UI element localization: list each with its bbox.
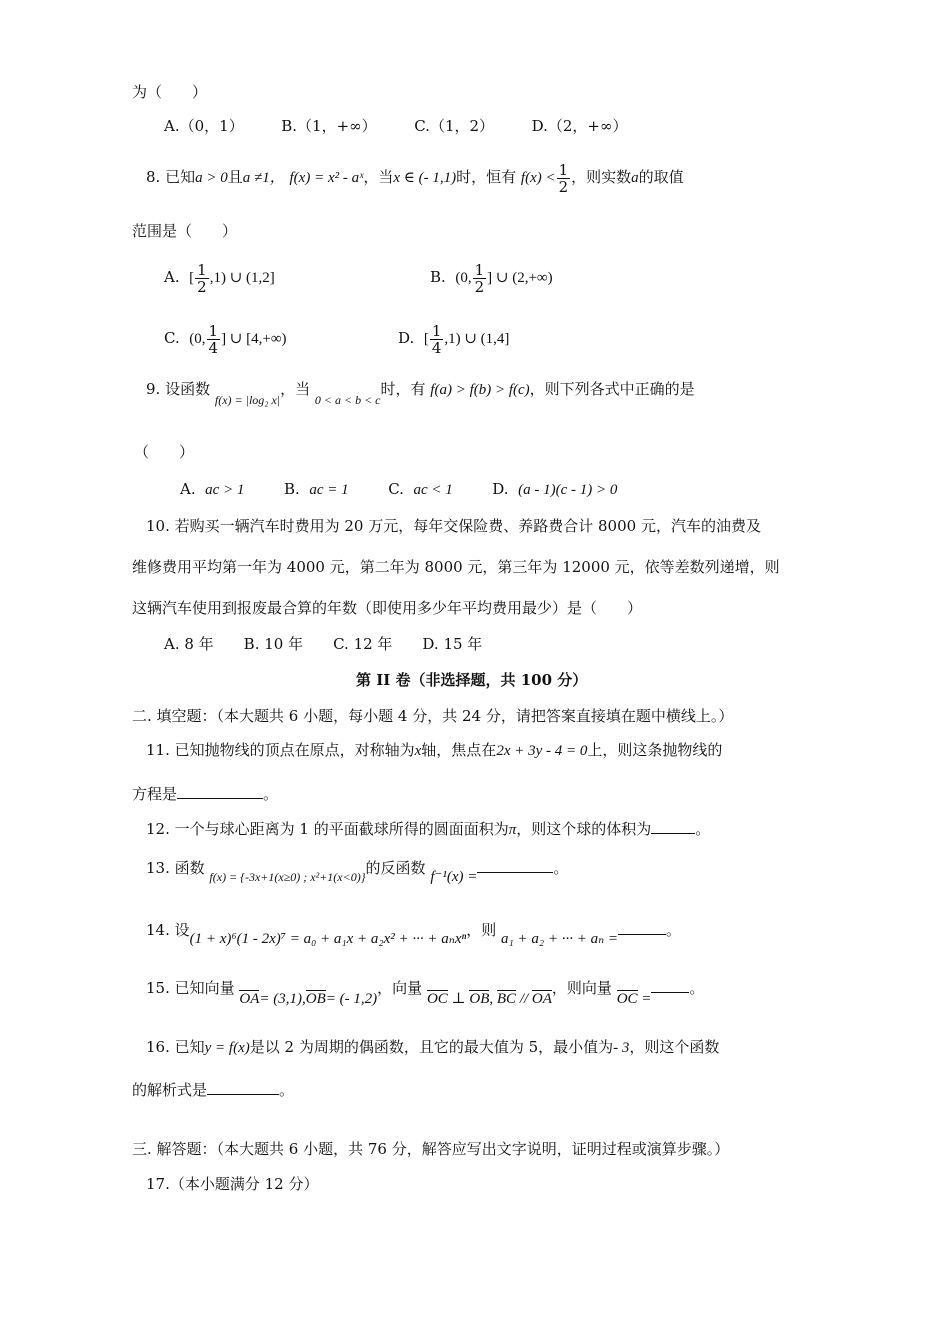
q14-stem: 14. 设(1 + x)⁶(1 - 2x)⁷ = a₀ + a₁x + a₂x² + ··· + aₙxⁿ，则 a₁ + a₂ + ··· + aₙ = 。 [146, 921, 682, 947]
q14-expansion: (1 + x)⁶(1 - 2x)⁷ = a₀ + a₁x + a₂x² + ··· + aₙxⁿ [189, 931, 467, 947]
q17-heading: 17.（本小题满分 12 分） [146, 1175, 319, 1193]
part3-section-heading: 三. 解答题：（本大题共 6 小题，共 76 分，解答应写出文字说明，证明过程或演算步骤。） [132, 1140, 730, 1158]
vector-bc: BC [496, 991, 517, 1007]
vector-oa: OA [239, 991, 260, 1007]
q9-option-a: ac > 1 [205, 482, 245, 498]
q8-inequality: f(x) < [520, 170, 556, 186]
q16-stem: 16. 已知y = f(x)是以 2 为周期的偶函数，且它的最大值为 5，最小值为- 3，则这个函数 [146, 1038, 720, 1056]
q16-line2: 的解析式是 。 [132, 1081, 295, 1099]
q15-answer-blank[interactable] [651, 978, 689, 993]
q13-answer-blank[interactable] [477, 858, 553, 873]
q8-text: 已知 [165, 168, 196, 186]
q9-condition: 0 < a < b < c [314, 393, 381, 407]
q16-function: y = f(x) [204, 1040, 250, 1056]
part2-section-heading: 二. 填空题：（本大题共 6 小题，每小题 4 分，共 24 分，请把答案直接填在题中横线上。） [132, 707, 734, 725]
q11-answer-blank[interactable] [177, 784, 263, 799]
q8-function: f(x) = x² - aˣ [289, 170, 364, 186]
q9-options: A. ac > 1 B. ac = 1 C. ac < 1 D. (a - 1)(c - 1) > 0 [180, 480, 618, 498]
q7-option-a: A.（0，1） [164, 117, 244, 135]
q8-text: ，则实数 [571, 168, 632, 186]
q14-sum: a₁ + a₂ + ··· + aₙ = [501, 931, 619, 947]
q9-paren: （ ） [134, 443, 195, 461]
q8-condition-a-not-one: a ≠1， [242, 170, 285, 186]
q8-text: 时，恒有 [456, 168, 517, 186]
q8-variable: a [631, 170, 639, 186]
q8-option-a: A. [ $\frac{1}{2}$ ,1) ∪ (1,2] [164, 260, 275, 296]
vector-ob: OB [305, 991, 326, 1007]
q9-inequality: f(a) > f(b) > f(c) [430, 382, 530, 398]
q8-line2: 范围是（ ） [132, 222, 238, 240]
q10-options: A. 8 年 B. 10 年 C. 12 年 D. 15 年 [164, 635, 483, 653]
q9-stem: 9. 设函数 $_{f(x) = |log_2 x|}$，当 $_{0 < a < b < c}$时，有 f(a) > f(b) > f(c)，则下列各式中正确的是 [146, 380, 695, 407]
q8-text: 且 [227, 168, 243, 186]
q7-options [164, 116, 627, 136]
q11-stem: 11. 已知抛物线的顶点在原点，对称轴为x轴，焦点在2x + 3y - 4 = 0上，则这条抛物线的 [146, 741, 723, 759]
q7-option-d: D.（2，+∞） [531, 117, 628, 135]
q7-option-c: C.（1，2） [414, 117, 495, 135]
q14-answer-blank[interactable] [618, 920, 666, 935]
q11-line2: 方程是 。 [132, 785, 279, 803]
q8-number: 8. [146, 168, 161, 186]
q9-option-d: (a - 1)(c - 1) > 0 [518, 482, 618, 498]
vector-oc: OC [426, 991, 448, 1007]
q16-answer-blank[interactable] [207, 1080, 279, 1095]
q9-function: f(x) = |log₂ x| [214, 393, 281, 407]
q8-option-d: D. [ $\frac{1}{4}$ ,1) ∪ (1,4] [398, 321, 510, 357]
q10-line2: 维修费用平均第一年为 4000 元，第二年为 8000 元，第三年为 12000 元，依等差数列递增，则 [132, 558, 780, 576]
q11-equation: 2x + 3y - 4 = 0 [496, 743, 588, 759]
q8-stem [146, 160, 684, 195]
q10-line1: 10. 若购买一辆汽车时费用为 20 万元，每年交保险费、养路费合计 8000 元，汽车的油费及 [146, 517, 761, 535]
q13-inverse-function: f⁻¹(x) = [430, 869, 478, 885]
q12-answer-blank[interactable] [651, 819, 695, 834]
part2-title: 第 II 卷（非选择题，共 100 分） [356, 671, 588, 689]
q7-option-b: B.（1，+∞） [281, 117, 377, 135]
q13-piecewise-function: f(x) = {-3x+1(x≥0) ; x²+1(x<0)} [209, 870, 366, 884]
q12-stem: 12. 一个与球心距离为 1 的平面截球所得的圆面面积为π，则这个球的体积为 。 [146, 820, 711, 838]
q8-condition-a-positive: a > 0 [195, 170, 228, 186]
q7-tail: 为（ ） [132, 83, 208, 101]
q8-text: ，当 [363, 168, 394, 186]
q13-stem: 13. 函数 $_{f(x) = \{-3x+1(x\ge 0) ; x^2+1(x<0)\}}$的反函数 f⁻¹(x) = 。 [146, 859, 569, 885]
q8-text: 的取值 [638, 168, 684, 186]
q8-option-b: B. (0, $\frac{1}{2}$ ] ∪ (2,+∞) [430, 260, 553, 296]
q10-line3: 这辆汽车使用到报废最合算的年数（即使用多少年平均费用最少）是（ ） [132, 599, 643, 617]
q8-half-fraction: $\frac{1}{2}$ [558, 160, 569, 196]
q8-domain: x ∈ (- 1,1) [393, 170, 457, 186]
q8-option-c: C. (0, $\frac{1}{4}$ ] ∪ [4,+∞) [164, 321, 287, 357]
q15-stem: 15. 已知向量 OA= (3,1),OB= (- 1,2)，向量 OC ⊥ OB, BC // OA，则向量 OC =。 [146, 979, 705, 1007]
q9-option-c: ac < 1 [413, 482, 453, 498]
q9-option-b: ac = 1 [309, 482, 349, 498]
